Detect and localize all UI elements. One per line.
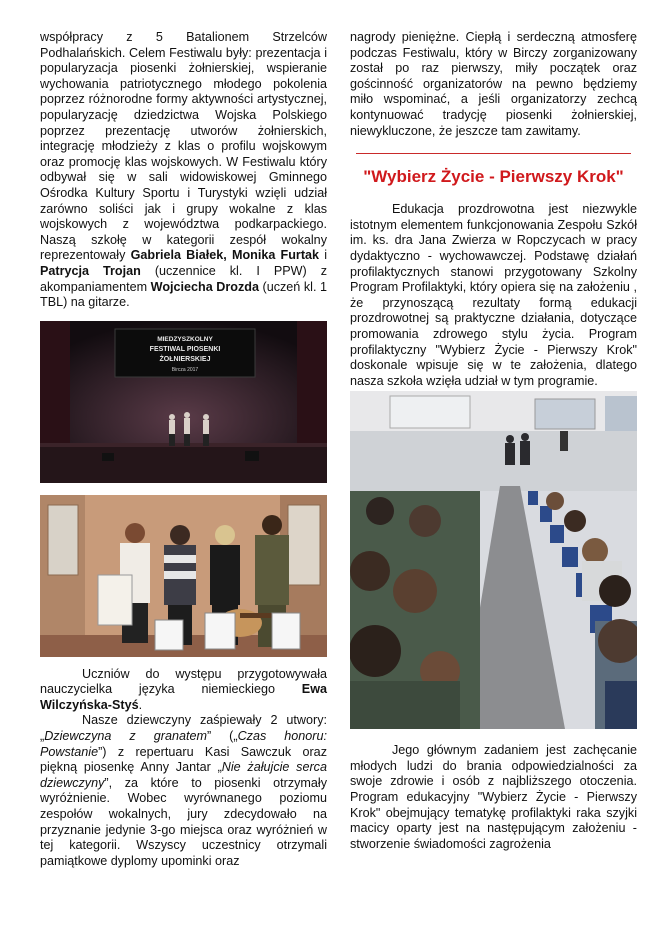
song-title: Czas honoru: Powstanie — [40, 729, 327, 759]
paragraph-teacher: Uczniów do występu przygotowywała nauczycielka języka niemieckiego Ewa Wilczyńska-Styś. — [40, 666, 327, 712]
left-column — [40, 30, 327, 869]
performer-name: Patrycja Trojan — [40, 263, 141, 278]
performer-names: Gabriela Białek, Monika Furtak — [130, 248, 320, 263]
song-title: Nie żałujcie serca dziewczyny — [40, 760, 327, 790]
paragraph-songs: Nasze dziewczyny zaśpiewały 2 utwory: „Dziewczyna z granatem” („Czas honoru: Powstanie”) z repertuaru Kasi Sawczuk oraz piękną piosenkę Anny Jantar „Nie żałujcie serca dziewczyny”, za które to piosenki otrzymały wyróżnienie. Wobec wyrównanego poziomu zespołów wokalnych, jury zdecydowało na przyznanie jedynie 3-go miejsca oraz wyróżnień w tej kategorii. Wszyscy uczestnicy otrzymali pamiątkowe dyplomy upominki oraz — [40, 713, 327, 868]
banner-line2: FESTIWAL PIOSENKI — [149, 345, 221, 353]
song-title: Dziewczyna z granatem — [44, 729, 207, 744]
section-divider — [356, 153, 631, 154]
banner-line3: ŻOŁNIERSKIEJ — [159, 355, 211, 363]
accompanist-name: Wojciecha Drozda — [150, 279, 259, 294]
paragraph-festival-end: nagrody pieniężne. Ciepłą i serdeczną atmosferę podczas Festiwalu, który w Birczy zorganizowany został po raz pierwszy, miły początek oraz gościnność organizatorów na pewno będziemy miło wspominać, a jeśli organizatorzy zechcą kontynuować tradycję piosenki żołnierskiej, niewykluczone, że jeszcze tam zawitamy. — [350, 30, 637, 138]
right-column — [350, 30, 637, 852]
group-portrait-photo — [40, 495, 327, 657]
paragraph-festival: współpracy z 5 Batalionem Strzelców Podhalańskich. Celem Festiwalu były: prezentacja i popularyzacja piosenki żołnierskiej, wspieranie wychowania patriotycznego młodego pokolenia poprzez różnorodne formy aktywności artystycznej, popularyzację dziedzictwa Wojska Polskiego poprzez prezentację utworów żołnierskich, integrację młodzieży z klas o profilu wojskowym oraz promocję klas wojskowych. W Festiwalu który odbywał się w sali widowiskowej Gminnego Ośrodka Kultury Sportu i Turystyki wzięli udział zarówno soliści jak i grupy wokalne z klas wojskowych z województwa podkarpackiego. Naszą szkołę w kategorii zespół wokalny reprezentowały Gabriela Białek, Monika Furtak i Patrycja Trojan (uczennice kl. I PPW) z akompaniamentem Wojciecha Drozda (uczeń kl. 1 TBL) na gitarze. — [40, 30, 328, 310]
banner-line4: Bircza 2017 — [171, 366, 199, 373]
classroom-presentation-photo — [350, 391, 637, 729]
banner-line1: MIEDZYSZKOLNY — [157, 335, 213, 343]
stage-performance-photo — [40, 321, 327, 483]
paragraph-program-goal: Jego głównym zadaniem jest zachęcanie młodych ludzi do brania odpowiedzialności za swoje zdrowie i osób z najbliższego otoczenia. Program edukacyjny "Wybierz Życie - Pierwszy Krok" obejmujący tematykę profilaktyki raka szyjki macicy oparty jest na następującym założeniu - stworzenie świadomości zagrożenia — [350, 743, 637, 851]
paragraph-health-education: Edukacja prozdrowotna jest niezwykle istotnym elementem funkcjonowania Zespołu Szkół im. ks. dra Jana Zwierza w Ropczycach w pracy dydaktyczno - wychowawczej. Podstawę działań profilaktycznych stanowi przygotowany Szkolny Program Profilaktyki, który opiera się na założeniu , że przynoszącą rezultaty formą edukacji prozdrowotnej są praktyczne działania, dotyczące promowania zdrowego stylu życia. Program profilaktyczny "Wybierz Życie - Pierwszy Krok" doskonale wpisuje się w te założenia, dlatego nasza szkoła wzięła udział w tym programie. — [350, 202, 637, 388]
section-headline: "Wybierz Życie - Pierwszy Krok" — [363, 167, 624, 187]
teacher-name: Ewa Wilczyńska-Styś — [40, 682, 327, 712]
